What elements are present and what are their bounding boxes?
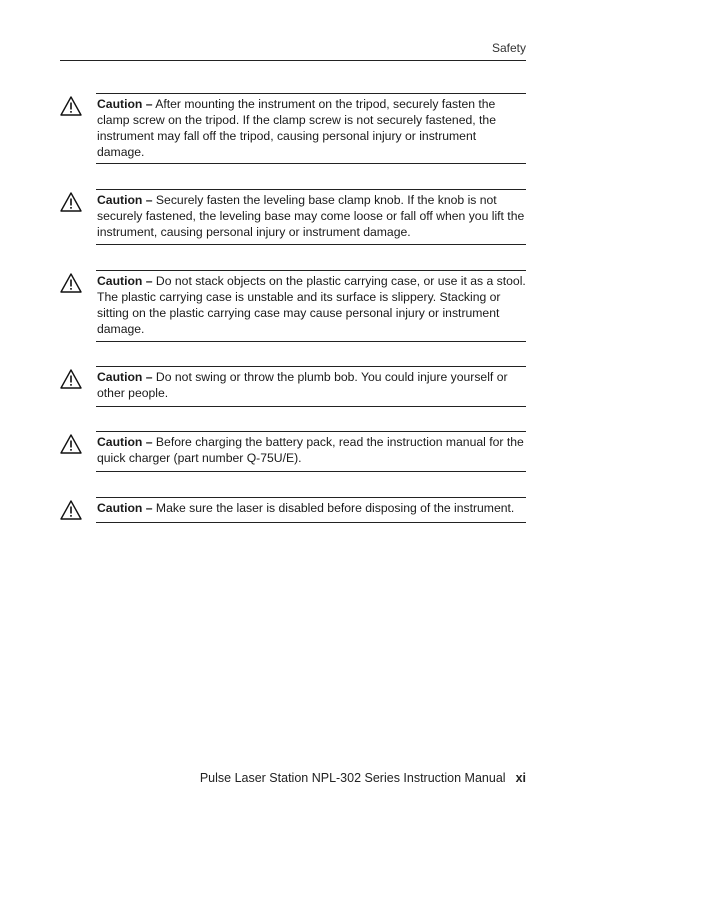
caution-label: Caution – <box>97 274 153 288</box>
caution-text <box>97 96 526 160</box>
caution-message: Before charging the battery pack, read the instruction manual for the quick charger (part number Q-75U/E). <box>97 435 524 465</box>
caution-bottom-rule <box>96 406 526 407</box>
header-divider <box>60 60 526 61</box>
caution-block <box>60 366 526 406</box>
caution-block <box>60 431 526 471</box>
caution-top-rule <box>96 497 526 498</box>
caution-bottom-rule <box>96 341 526 342</box>
caution-message: Do not swing or throw the plumb bob. You could injure yourself or other people. <box>97 370 508 400</box>
caution-label: Caution – <box>97 501 153 515</box>
caution-text <box>97 192 526 240</box>
caution-bottom-rule <box>96 244 526 245</box>
caution-top-rule <box>96 431 526 432</box>
caution-message: Securely fasten the leveling base clamp knob. If the knob is not securely fastened, the leveling base may come loose or fall off when you lift the instrument, causing personal injury or instrument damage. <box>97 193 525 239</box>
section-title: Safety <box>491 41 526 55</box>
caution-text <box>97 273 526 337</box>
caution-text <box>97 434 526 466</box>
warning-triangle-icon <box>60 434 82 454</box>
caution-block <box>60 270 526 341</box>
caution-label: Caution – <box>97 370 153 384</box>
caution-block <box>60 497 526 522</box>
caution-label: Caution – <box>97 97 153 111</box>
caution-bottom-rule <box>96 471 526 472</box>
caution-bottom-rule <box>96 163 526 164</box>
caution-message: Make sure the laser is disabled before disposing of the instrument. <box>155 501 515 515</box>
caution-label: Caution – <box>97 435 153 449</box>
caution-text <box>97 369 526 401</box>
caution-block <box>60 93 526 163</box>
caution-bottom-rule <box>96 522 526 523</box>
caution-top-rule <box>96 93 526 94</box>
page-footer <box>200 771 526 785</box>
warning-triangle-icon <box>60 192 82 212</box>
caution-message: After mounting the instrument on the tripod, securely fasten the clamp screw on the tripod. If the clamp screw is not securely fastened, the instrument may fall off the tripod, causing personal injury or instrument damage. <box>97 97 496 159</box>
caution-text <box>97 500 526 516</box>
caution-block <box>60 189 526 244</box>
caution-top-rule <box>96 366 526 367</box>
caution-top-rule <box>96 270 526 271</box>
caution-label: Caution – <box>97 193 153 207</box>
warning-triangle-icon <box>60 273 82 293</box>
warning-triangle-icon <box>60 369 82 389</box>
caution-top-rule <box>96 189 526 190</box>
manual-title: Pulse Laser Station NPL-302 Series Instruction Manual <box>199 771 506 785</box>
page-number: xi <box>515 771 526 785</box>
warning-triangle-icon <box>60 96 82 116</box>
warning-triangle-icon <box>60 500 82 520</box>
caution-message: Do not stack objects on the plastic carrying case, or use it as a stool. The plastic carrying case is unstable and its surface is slippery. Stacking or sitting on the plastic carrying case may cause personal injury or instrument damage. <box>97 274 526 336</box>
